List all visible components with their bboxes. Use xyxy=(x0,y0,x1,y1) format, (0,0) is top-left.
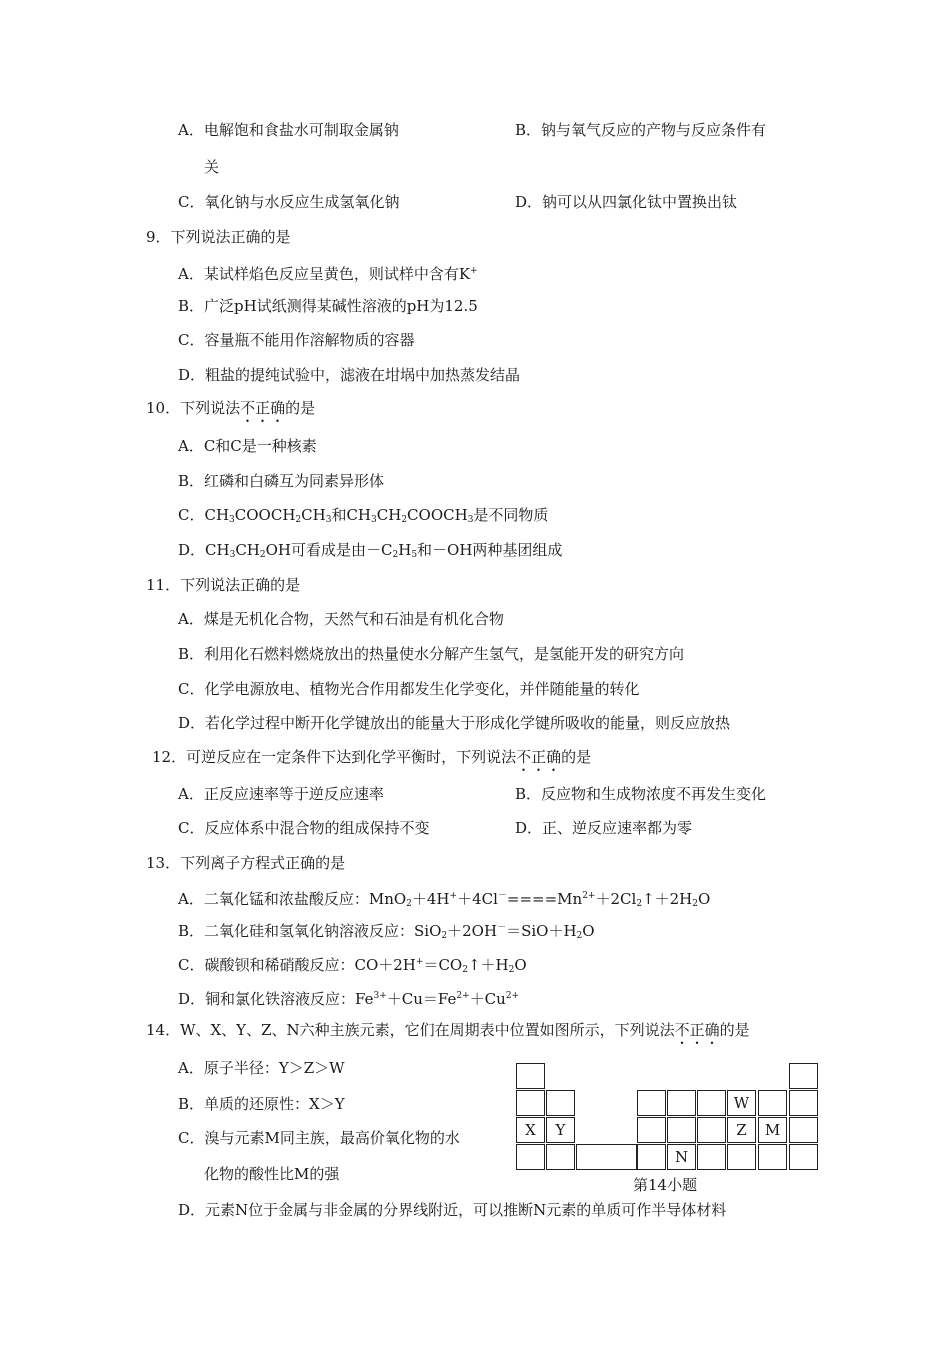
pt-cell xyxy=(546,1090,575,1116)
q8-option-c: C．氧化钠与水反应生成氢氧化钠 xyxy=(178,193,400,211)
pt-cell xyxy=(667,1090,696,1116)
q14-option-b: B．单质的还原性：X＞Y xyxy=(178,1095,345,1113)
q12-option-d: D．正、逆反应速率都为零 xyxy=(515,819,693,837)
q13-option-d: D．铜和氯化铁溶液反应：$Fe^{3+}+Cu=Fe^{2+}+Cu^{2+}$ xyxy=(178,990,520,1008)
q9-stem: 9．下列说法正确的是 xyxy=(146,228,291,246)
pt-cell-n: N xyxy=(667,1144,696,1170)
q13-option-a: A．二氧化锰和浓盐酸反应：$MnO_2+4H^++4Cl^-====Mn^{2+}+2Cl_2↑+2H_2O$ xyxy=(178,890,711,909)
q8-option-d: D．钠可以从四氯化钛中置换出钛 xyxy=(515,193,738,211)
pt-cell xyxy=(697,1090,726,1116)
pt-cell xyxy=(637,1090,666,1116)
pt-cell xyxy=(727,1144,756,1170)
q14-option-a: A．原子半径：Y＞Z＞W xyxy=(178,1059,345,1077)
pt-cell xyxy=(697,1144,726,1170)
q10-emphasis: 不正确 xyxy=(240,399,286,417)
pt-cell xyxy=(789,1144,818,1170)
pt-cell xyxy=(697,1117,726,1143)
q13-option-c: C．碳酸钡和稀硝酸反应：$CO+2H^+=CO_2↑+H_2O$ xyxy=(178,956,527,975)
pt-cell xyxy=(758,1090,787,1116)
pt-cell xyxy=(789,1117,818,1143)
pt-cell xyxy=(758,1144,787,1170)
pt-cell xyxy=(516,1063,545,1089)
q12-stem: 12．可逆反应在一定条件下达到化学平衡时，下列说法不正确的是 xyxy=(152,748,592,766)
q12-option-a: A．正反应速率等于逆反应速率 xyxy=(178,785,384,803)
q10-stem: 10．下列说法不正确的是 xyxy=(146,399,316,417)
q14-option-d: D．元素N位于金属与非金属的分界线附近，可以推断N元素的单质可作半导体材料 xyxy=(178,1201,727,1219)
pt-cell-w: W xyxy=(727,1090,756,1116)
pt-cell-transition xyxy=(576,1144,637,1170)
q14-emphasis: 不正确 xyxy=(674,1021,720,1039)
figure-caption: 第14小题 xyxy=(633,1176,698,1194)
q8-option-b-cont: 关 xyxy=(204,158,220,176)
pt-cell xyxy=(637,1144,666,1170)
q11-option-d: D．若化学过程中断开化学键放出的能量大于形成化学键所吸收的能量，则反应放热 xyxy=(178,714,731,732)
pt-cell-y: Y xyxy=(546,1117,575,1143)
q11-option-b: B．利用化石燃料燃烧放出的热量使水分解产生氢气，是氢能开发的研究方向 xyxy=(178,645,685,663)
q11-option-a: A．煤是无机化合物，天然气和石油是有机化合物 xyxy=(178,610,504,628)
q10-option-c: C．$CH_3COOCH_2CH_3$和$CH_3CH_2COOCH_3$是不同物质 xyxy=(178,506,549,525)
q11-option-c: C．化学电源放电、植物光合作用都发生化学变化，并伴随能量的转化 xyxy=(178,680,640,698)
q14-option-c-cont: 化物的酸性比M的强 xyxy=(204,1165,340,1183)
pt-cell xyxy=(637,1117,666,1143)
pt-cell xyxy=(789,1063,818,1089)
q13-option-b: B．二氧化硅和氢氧化钠溶液反应：$SiO_2+2OH^-=SiO+H_2O$ xyxy=(178,922,595,941)
q10-option-d: D．$CH_3CH_2OH$可看成是由$-C_2H_5$和－OH两种基团组成 xyxy=(178,541,563,560)
q12-emphasis: 不正确 xyxy=(516,748,562,766)
q13-stem: 13．下列离子方程式正确的是 xyxy=(146,854,346,872)
pt-cell xyxy=(789,1090,818,1116)
pt-cell xyxy=(516,1144,545,1170)
q14-stem: 14．W、X、Y、Z、N六种主族元素，它们在周期表中位置如图所示，下列说法不正确的是 xyxy=(146,1021,750,1039)
q14-option-c: C．溴与元素M同主族，最高价氧化物的水 xyxy=(178,1129,460,1147)
pt-cell-z: Z xyxy=(727,1117,756,1143)
pt-cell xyxy=(667,1117,696,1143)
q8-option-b: B．钠与氧气反应的产物与反应条件有 xyxy=(515,121,767,139)
q12-option-b: B．反应物和生成物浓度不再发生变化 xyxy=(515,785,767,803)
q9-option-d: D．粗盐的提纯试验中，滤液在坩埚中加热蒸发结晶 xyxy=(178,366,521,384)
pt-cell-x: X xyxy=(516,1117,545,1143)
q9-option-a: A．某试样焰色反应呈黄色，则试样中含有K+ xyxy=(178,265,478,283)
q9-option-c: C．容量瓶不能用作溶解物质的容器 xyxy=(178,331,415,349)
pt-cell xyxy=(546,1144,575,1170)
q10-option-b: B．红磷和白磷互为同素异形体 xyxy=(178,472,385,490)
pt-cell xyxy=(516,1090,545,1116)
q11-stem: 11．下列说法正确的是 xyxy=(146,576,301,594)
q10-option-a: A．C和C是一种核素 xyxy=(178,437,317,455)
q8-option-a: A．电解饱和食盐水可制取金属钠 xyxy=(178,121,399,139)
q9-option-b: B．广泛pH试纸测得某碱性溶液的pH为12.5 xyxy=(178,297,478,315)
pt-cell-m: M xyxy=(758,1117,787,1143)
q12-option-c: C．反应体系中混合物的组成保持不变 xyxy=(178,819,430,837)
